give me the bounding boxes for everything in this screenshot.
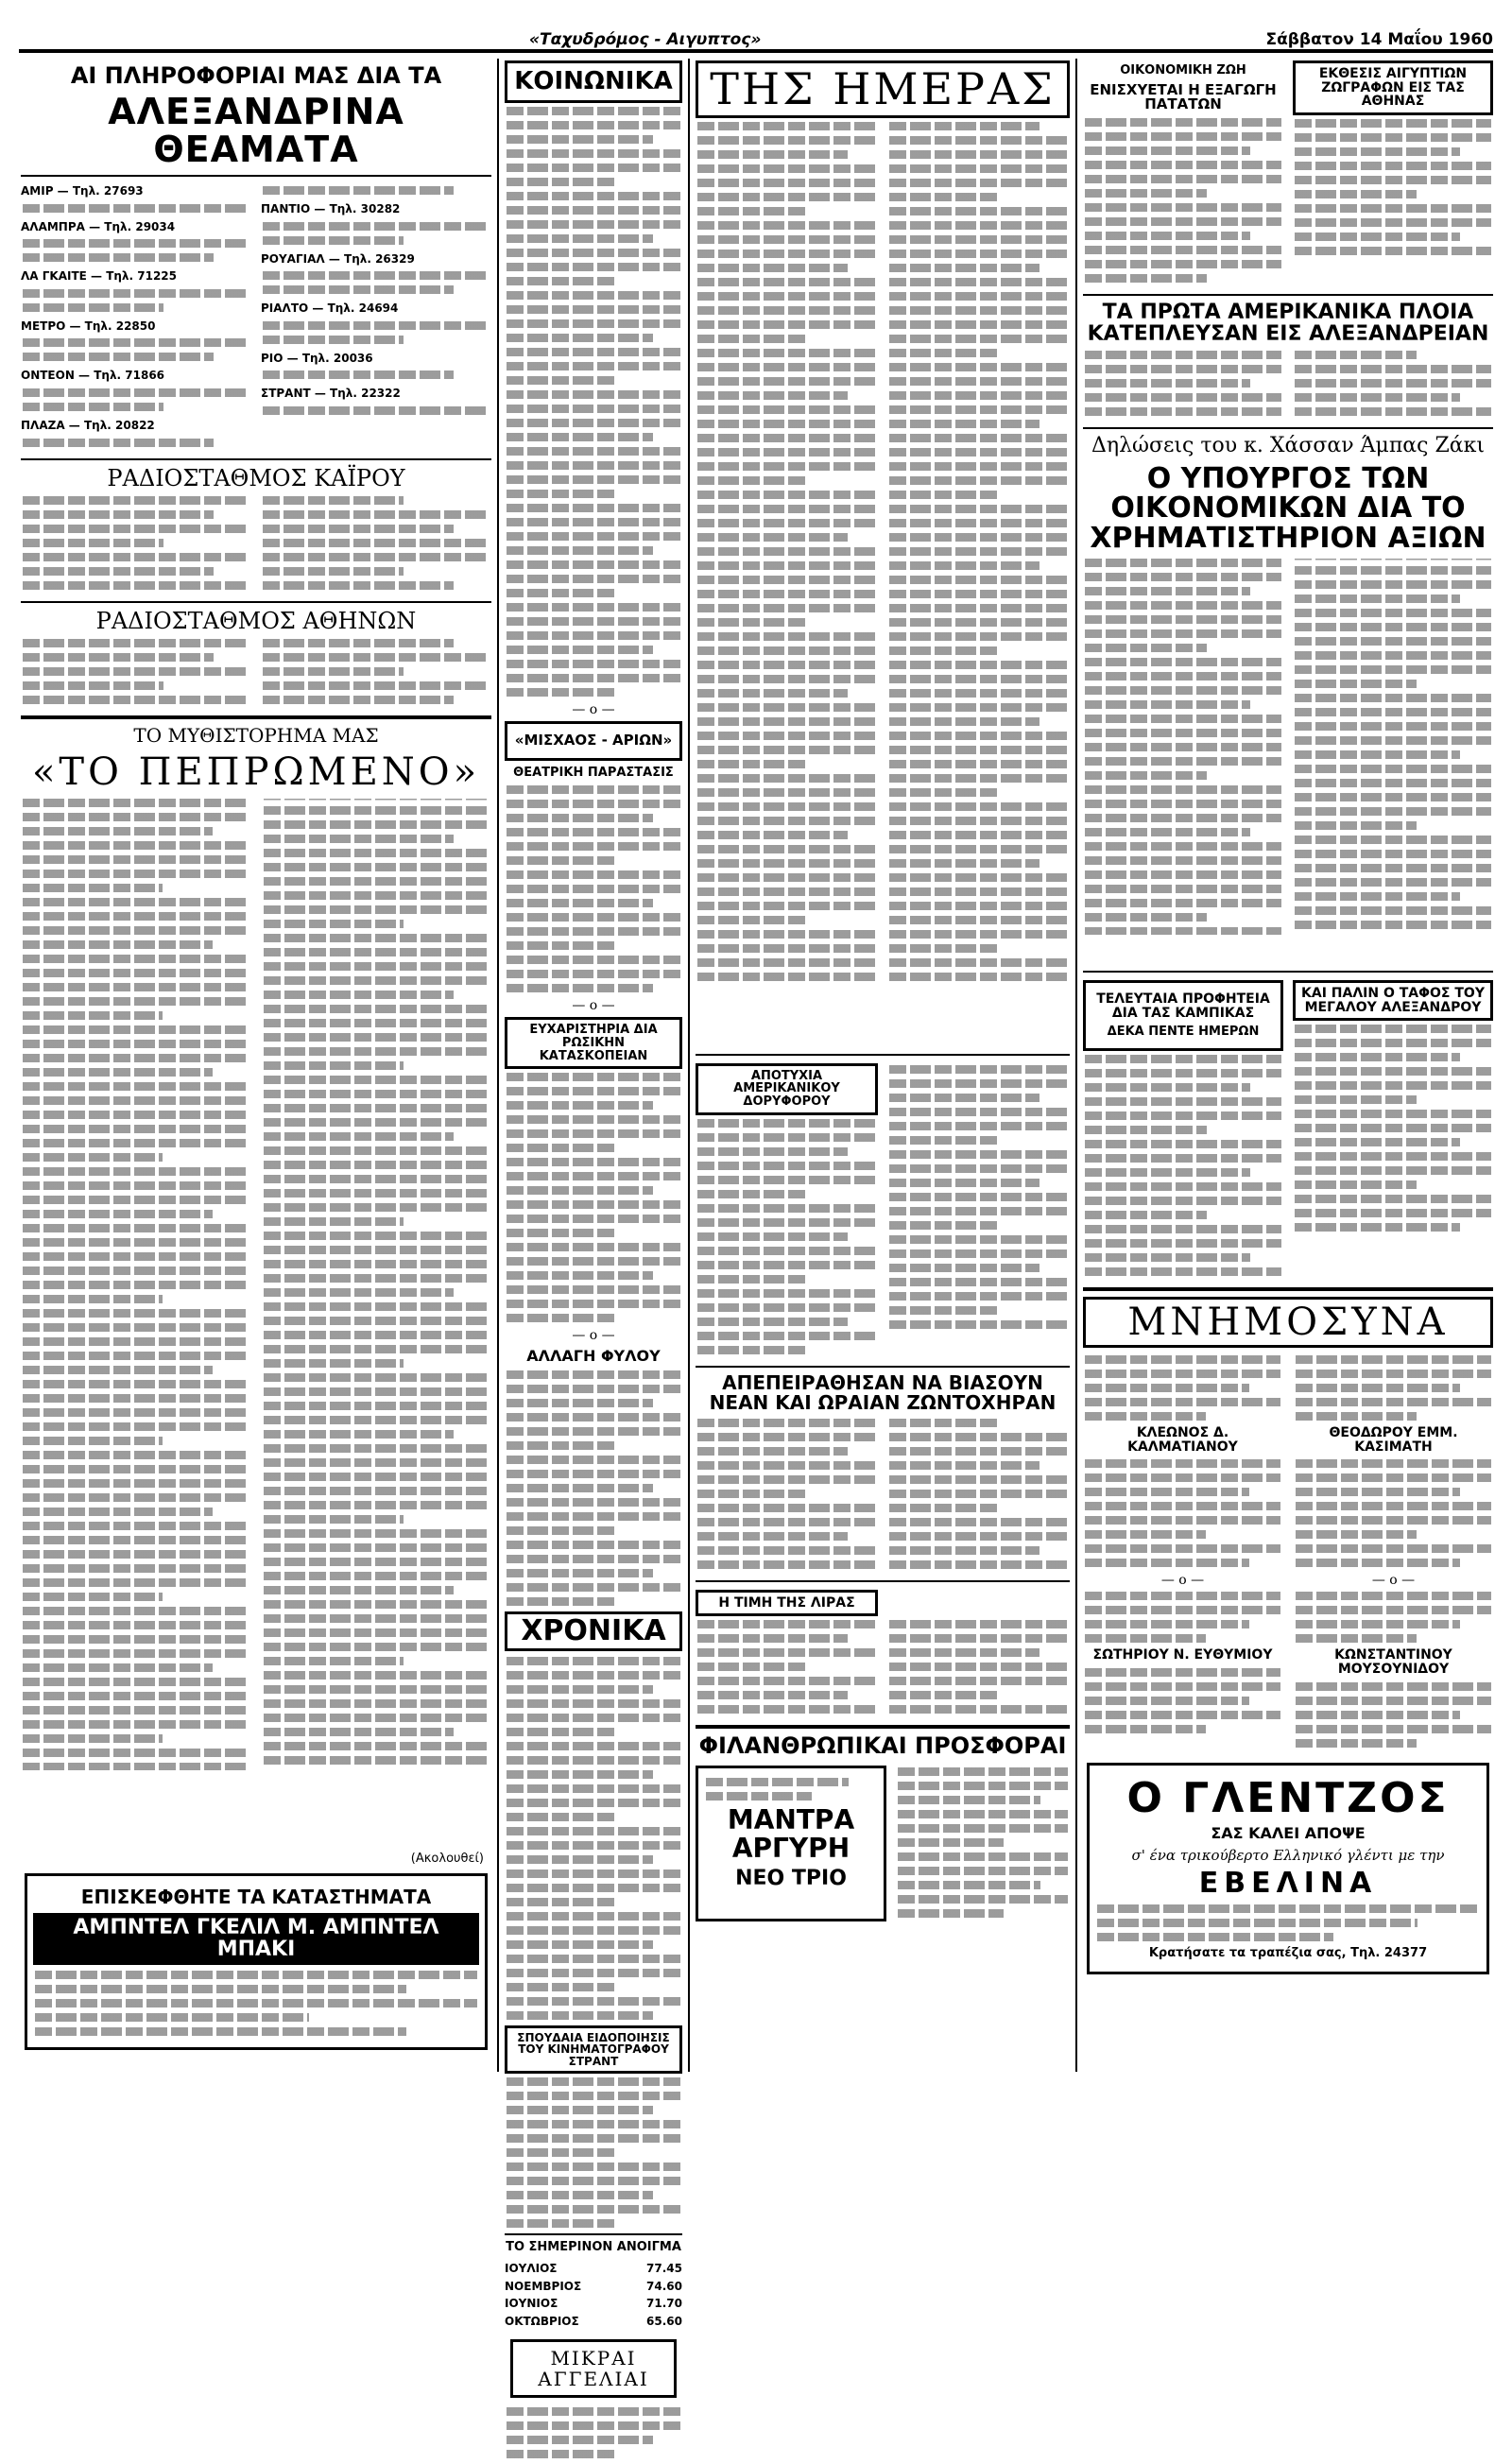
economy-heading: ΕΝΙΣΧΥΕΤΑΙ Η ΕΞΑΓΩΓΗ ΠΑΤΑΤΩΝ [1090, 80, 1277, 113]
theatre-entry: ΑΛΑΜΠΡΑ — Τηλ. 29034 [21, 219, 176, 233]
deceased-name: ΣΩΤΗΡΙΟΥ Ν. ΕΥΘΥΜΙΟΥ [1092, 1647, 1273, 1663]
social-heading: ΚΟΙΝΩΝΙΚΑ [505, 60, 682, 103]
charity-heading: ΦΙΛΑΝΘΡΩΠΙΚΑΙ ΠΡΟΣΦΟΡΑΙ [698, 1732, 1067, 1760]
deceased-name: ΚΛΕΩΝΟΣ Δ. ΚΑΛΜΑΤΙΑΝΟΥ [1127, 1425, 1238, 1455]
theatre-entry: ΠΛΑΖΑ — Τηλ. 20822 [21, 418, 155, 432]
glentzos-advert [1087, 1763, 1489, 1974]
pound-price [696, 1588, 878, 1720]
cotton-table [505, 2260, 682, 2330]
charity-row [696, 1764, 1070, 1923]
novel-text [23, 799, 490, 1848]
tomb-story [1293, 978, 1493, 1282]
thanks-heading: ΕΥΧΑΡΙΣΤΗΡΙΑ ΔΙΑ ΡΩΣΙΚΗΝ ΚΑΤΑΣΚΟΠΕΙΑΝ [505, 1017, 682, 1069]
masthead-date: Σάββατον 14 Μαΐου 1960 [1265, 30, 1493, 49]
theatre-entry: ΡΟΥΑΓΙΑΛ — Τηλ. 26329 [261, 251, 415, 266]
radio-cairo-schedule [23, 496, 490, 595]
economy-story [1083, 59, 1283, 288]
column-4 [1083, 59, 1493, 1982]
day-text [697, 122, 1068, 1048]
chronicle-heading: ΧΡΟΝΙΚΑ [505, 1611, 682, 1651]
memorials-right: ΘΕΟΔΩΡΟΥ ΕΜΜ. ΚΑΣΙΜΑΤΗ — o — ΚΩΝΣΤΑΝΤΙΝΟΥ ΜΟΥΣΟΥΝΙΔΟΥ [1294, 1352, 1493, 1753]
theatres-right [261, 182, 491, 453]
radio-athens-schedule [23, 639, 490, 710]
theatre-entry: ΠΑΝΤΙΟ — Τηλ. 30282 [261, 201, 401, 215]
theatre-entry: ΛΑ ΓΚΑΙΤΕ — Τηλ. 71225 [21, 269, 177, 284]
ships-text [1085, 351, 1491, 422]
radio-cairo-heading: ΡΑΔΙΟΣΤΑΘΜΟΣ ΚΑΪΡΟΥ [107, 464, 405, 491]
theatre-entry: ΟΝΤΕΟΝ — Τηλ. 71866 [21, 369, 165, 383]
export-story [887, 1061, 1070, 1360]
deceased-name: ΘΕΟΔΩΡΟΥ ΕΜΜ. ΚΑΣΙΜΑΤΗ [1329, 1425, 1458, 1455]
day-heading: ΤΗΣ ΗΜΕΡΑΣ [696, 60, 1070, 118]
satellite-story [696, 1061, 878, 1360]
film-notice-heading: ΣΠΟΥΔΑΙΑ ΕΙΔΟΠΟΙΗΣΙΣ ΤΟΥ ΚΙΝΗΜΑΤΟΓΡΑΦΟΥ ΣΤΡΑΝΤ [505, 2025, 682, 2075]
charity-text [896, 1764, 1070, 1923]
theatre-entry: ΜΕΤΡΟ — Τηλ. 22850 [21, 319, 156, 333]
column-2: ΚΟΙΝΩΝΙΚΑ — o — «ΜΙΣΧΑΟΣ - ΑΡΙΩΝ» ΘΕΑΤΡΙΚΗ ΠΑΡΑΣΤΑΣΙΣ — o — ΕΥΧΑΡΙΣΤΗΡΙΑ ΔΙΑ ΡΩΣΙΚΗΝ ΚΑΤΑΣΚΟΠΕΙΑΝ — o — ΑΛΛΑΓΗ ΦΥΛΟΥ ΧΡΟΝΙΚΑ ΣΠΟΥΔΑΙΑ ΕΙΔΟΠΟΙΗΣΙΣ ΤΟΥ ΚΙΝΗΜΑΤΟΓΡΑΦΟΥ ΣΤΡΑΝΤ ΤΟ ΣΗΜΕΡΙΝΟΝ ΑΝΟΙΓΜΑ ΙΟΥΛΙΟΣ 77.45 ΝΟΕΜΒΡΙΟΣ 74.60 ΙΟΥΝΙΟΣ 71.70 ΟΚΤΩΒΡΙΟΣ 65.60 ΜΙΚΡΑΙ ΑΓΓΕΛΙΑΙ [505, 59, 682, 2464]
shop-advert [25, 1873, 488, 2049]
mid-stories [696, 1061, 1070, 1360]
column-rule [1075, 59, 1077, 2072]
column-rule [497, 59, 499, 2072]
glentzos-title: Ο ΓΛΕΝΤΖΟΣ [1126, 1773, 1450, 1822]
exhibition-story [1293, 59, 1493, 288]
deceased-name: ΚΩΝΣΤΑΝΤΙΝΟΥ ΜΟΥΣΟΥΝΙΔΟΥ [1334, 1647, 1452, 1678]
masthead-spacer [19, 30, 25, 49]
glentzos-star: ΕΒΕΛΙΝΑ [1198, 1867, 1378, 1901]
sex-change-heading: ΑΛΛΑΓΗ ΦΥΛΟΥ [526, 1347, 661, 1366]
social-text [507, 107, 680, 697]
info-heading: ΑΙ ΠΛΗΡΟΦΟΡΙΑΙ ΜΑΣ ΔΙΑ ΤΑ [70, 62, 442, 89]
column-1 [21, 59, 491, 2058]
traders-notice [887, 1588, 1070, 1720]
theatre-entry: ΣΤΡΑΝΤ — Τηλ. 22322 [261, 387, 401, 401]
top-stories [1083, 59, 1493, 288]
minister-text [1085, 559, 1491, 965]
theatre-entry: ΑΜΙΡ — Τηλ. 27693 [21, 183, 144, 198]
cotton-row: ΙΟΥΛΙΟΣ 77.45 [505, 2261, 682, 2275]
masthead [19, 25, 1493, 53]
rape-attempt-text [697, 1419, 1068, 1575]
prophecy-subheading: ΔΕΚΑ ΠΕΝΤΕ ΗΜΕΡΩΝ [1107, 1025, 1260, 1040]
trio-advert [696, 1766, 886, 1921]
novel-signoff: (Ακολουθεί) [410, 1852, 484, 1867]
theatres-heading: ΑΛΕΞΑΝΔΡΙΝΑ ΘΕΑΜΑΤΑ [108, 91, 404, 171]
ships-heading: ΤΑ ΠΡΩΤΑ ΑΜΕΡΙΚΑΝΙΚΑ ΠΛΟΙΑ ΚΑΤΕΠΛΕΥΣΑΝ ΕΙΣ ΑΛΕΞΑΝΔΡΕΙΑΝ [1087, 301, 1489, 347]
cotton-heading: ΤΟ ΣΗΜΕΡΙΝΟΝ ΑΝΟΙΓΜΑ [506, 2240, 681, 2255]
glentzos-phone: Κρατήσατε τα τραπέζια σας, Τηλ. 24377 [1148, 1945, 1428, 1960]
prophecy-tomb-row [1083, 978, 1493, 1282]
theatres-left [21, 182, 251, 453]
advert-trio: ΝΕΟ ΤΡΙΟ [735, 1867, 847, 1891]
exhibition-heading: ΕΚΘΕΣΙΣ ΑΙΓΥΠΤΙΩΝ ΖΩΓΡΑΦΩΝ ΕΙΣ ΤΑΣ ΑΘΗΝΑΣ [1293, 60, 1493, 115]
theatre-company: «ΜΙΣΧΑΟΣ - ΑΡΙΩΝ» [514, 732, 673, 750]
theatre-performance-label: ΘΕΑΤΡΙΚΗ ΠΑΡΑΣΤΑΣΙΣ [513, 766, 674, 781]
memorial-heading: ΜΝΗΜΟΣΥΝΑ [1083, 1297, 1493, 1348]
cotton-row: ΝΟΕΜΒΡΙΟΣ 74.60 [505, 2279, 682, 2293]
theatre-entry: ΡΙΑΛΤΟ — Τηλ. 24694 [261, 302, 399, 316]
lower-stories [696, 1588, 1070, 1720]
masthead-title: «Ταχυδρόμος - Αιγυπτος» [528, 30, 762, 49]
theatre-entry: ΡΙΟ — Τηλ. 20036 [261, 351, 373, 365]
theatre-company-box [505, 721, 682, 761]
prophecy-heading: ΤΕΛΕΥΤΑΙΑ ΠΡΟΦΗΤΕΙΑ ΔΙΑ ΤΑΣ ΚΑΜΠΙΚΑΣ [1096, 991, 1270, 1021]
memorials-left: ΚΛΕΩΝΟΣ Δ. ΚΑΛΜΑΤΙΑΝΟΥ — o — ΣΩΤΗΡΙΟΥ Ν. ΕΥΘΥΜΙΟΥ [1083, 1352, 1282, 1753]
tomb-heading: ΚΑΙ ΠΑΛΙΝ Ο ΤΑΦΟΣ ΤΟΥ ΜΕΓΑΛΟΥ ΑΛΕΞΑΝΔΡΟΥ [1293, 980, 1493, 1021]
glentzos-invites: ΣΑΣ ΚΑΛΕΙ ΑΠΟΨΕ [1211, 1823, 1366, 1842]
satellite-heading: ΑΠΟΤΥΧΙΑ ΑΜΕΡΙΚΑΝΙΚΟΥ ΔΟΡΥΦΟΡΟΥ [696, 1063, 878, 1115]
novel-title: «ΤΟ ΠΕΠΡΩΜΕΝΟ» [31, 750, 481, 795]
prophecy-story [1083, 978, 1283, 1282]
rape-attempt-heading: ΑΠΕΠΕΙΡΑΘΗΣΑΝ ΝΑ ΒΙΑΣΟΥΝ ΝΕΑΝ ΚΑΙ ΩΡΑΙΑΝ ΖΩΝΤΟΧΗΡΑΝ [709, 1370, 1057, 1414]
pound-heading: Η ΤΙΜΗ ΤΗΣ ΛΙΡΑΣ [696, 1590, 878, 1617]
economy-kicker: ΟΙΚΟΝΟΜΙΚΗ ΖΩΗ [1120, 63, 1246, 78]
shop-advert-name: ΑΜΠΝΤΕΛ ΓΚΕΛΙΛ Μ. ΑΜΠΝΤΕΛ ΜΠΑΚΙ [33, 1913, 479, 1964]
memorials [1083, 1352, 1493, 1753]
classified-heading: ΜΙΚΡΑΙ ΑΓΓΕΛΙΑΙ [510, 2339, 677, 2398]
minister-heading: Ο ΥΠΟΥΡΓΟΣ ΤΩΝ ΟΙΚΟΝΟΜΙΚΩΝ ΔΙΑ ΤΟ ΧΡΗΜΑΤΙΣΤΗΡΙΟΝ ΑΞΙΩΝ [1090, 461, 1486, 555]
novel-kicker: ΤΟ ΜΥΘΙΣΤΟΡΗΜΑ ΜΑΣ [133, 724, 379, 748]
prophecy-box [1083, 980, 1283, 1051]
advert-performer: ΜΑΝΤΡΑ ΑΡΓΥΡΗ [727, 1804, 855, 1864]
column-3 [696, 59, 1070, 1923]
radio-athens-heading: ΡΑΔΙΟΣΤΑΘΜΟΣ ΑΘΗΝΩΝ [95, 607, 417, 634]
cotton-row: ΙΟΥΝΙΟΣ 71.70 [505, 2297, 682, 2311]
cotton-row: ΟΚΤΩΒΡΙΟΣ 65.60 [505, 2314, 682, 2328]
shop-advert-visit: ΕΠΙΣΚΕΦΘΗΤΕ ΤΑ ΚΑΤΑΣΤΗΜΑΤΑ [80, 1886, 432, 1909]
theatres-listing [21, 182, 491, 453]
glentzos-line: σ' ένα τρικούβερτο Ελληνικό γλέντι με την [1131, 1846, 1445, 1864]
column-rule [688, 59, 690, 2072]
statement-kicker: Δηλώσεις του κ. Χάσσαν Άμπας Ζάκι [1091, 434, 1485, 458]
